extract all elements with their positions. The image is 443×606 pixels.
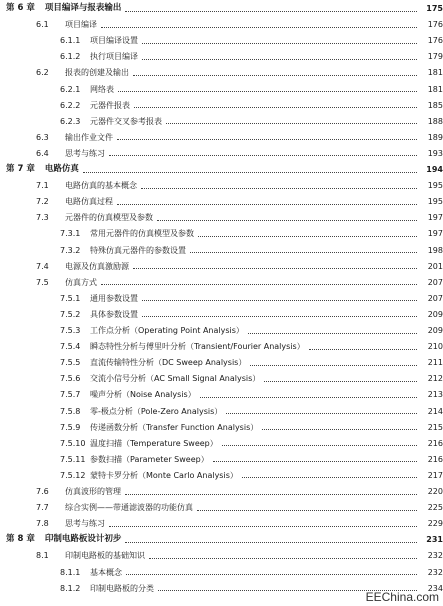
toc-entry-row [0,548,443,563]
toc-number: 6.4 [36,148,49,158]
toc-page-number: 211 [427,358,443,368]
toc-title: 综合实例——带通滤波器的功能仿真 [65,503,193,513]
dot-leader [309,348,417,350]
toc-number: 7.5.5 [60,358,81,368]
toc-page-number: 214 [427,406,443,416]
toc-entry-row [0,500,443,515]
dot-leader [142,58,417,60]
toc-title: 元器件交叉参考报表 [90,116,162,126]
toc-title: 噪声分析（Noise Analysis） [90,390,196,400]
toc-entry-row [0,565,443,580]
toc-title: 参数扫描（Parameter Sweep） [90,454,209,464]
toc-number: 7.5.10 [60,438,86,448]
dot-leader [198,235,417,237]
toc-entry-row [0,355,443,370]
toc-page-number: 175 [426,4,443,13]
toc-title: 传递函数分析（Transfer Function Analysis） [90,422,259,432]
dot-leader [142,299,417,301]
toc-number: 8.1.1 [60,567,81,577]
toc-number: 7.8 [36,519,49,529]
toc-page-number: 195 [427,197,443,207]
dot-leader [226,412,417,414]
toc-title: 仿真方式 [65,277,97,287]
toc-title: 网络表 [90,84,114,94]
toc-entry-row [0,436,443,451]
toc-title: 电源及仿真激励源 [65,261,129,271]
toc-entry-row [0,17,443,32]
toc-page-number: 188 [427,116,443,126]
toc-number: 第 7 章 [6,164,35,174]
toc-title: 基本概念 [90,567,122,577]
toc-number: 6.1.1 [60,36,81,46]
toc-title: 项目编译 [65,20,97,30]
toc-page-number: 217 [427,470,443,480]
toc-entry-row [0,371,443,386]
dot-leader [213,460,417,462]
toc-entry-row [0,275,443,290]
dot-leader [190,251,417,253]
toc-page-number: 181 [427,84,443,94]
toc-number: 7.5.2 [60,309,81,319]
dot-leader [101,283,417,285]
toc-title: 执行项目编译 [90,52,138,62]
toc-number: 7.5.11 [60,454,86,464]
toc-entry-row [0,49,443,64]
toc-number: 7.5.12 [60,470,86,480]
toc-number: 6.2.2 [60,100,81,110]
toc-entry-row [0,468,443,483]
toc-title: 电路仿真过程 [65,197,113,207]
dot-leader [222,444,417,446]
toc-entry-row [0,33,443,48]
toc-page-number: 216 [427,454,443,464]
dot-leader [264,380,417,382]
toc-number: 6.2 [36,68,49,78]
toc-title: 思考与练习 [65,519,105,529]
toc-title: 交流小信号分析（AC Small Signal Analysis） [90,374,261,384]
dot-leader [125,10,417,12]
toc-number: 7.5.4 [60,342,81,352]
toc-title: 输出作业文件 [65,132,113,142]
toc-page-number: 229 [427,519,443,529]
toc-page-number: 210 [427,342,443,352]
toc-entry-row [0,420,443,435]
toc-title: 思考与练习 [65,148,105,158]
toc-title: 具体参数设置 [90,309,138,319]
toc-title: 直流传输特性分析（DC Sweep Analysis） [90,358,247,368]
dot-leader [117,203,417,205]
toc-entry-row [0,387,443,402]
toc-entry-row [0,114,443,129]
toc-number: 6.1.2 [60,52,81,62]
toc-number: 6.3 [36,132,49,142]
dot-leader [117,138,417,140]
toc-page-number: 232 [427,551,443,561]
dot-leader [157,219,417,221]
dot-leader [141,187,417,189]
toc-entry-row [0,98,443,113]
toc-chapter-row [0,162,443,177]
toc-entry-row [0,243,443,258]
dot-leader [166,122,417,124]
toc-entry-row [0,194,443,209]
toc-number: 8.1 [36,551,49,561]
toc-page-number: 220 [427,487,443,496]
toc-page-number: 185 [427,100,443,110]
toc-number: 6.2.1 [60,84,81,94]
toc-page-number: 213 [427,390,443,400]
toc-title: 通用参数设置 [90,293,138,303]
toc-title: 印制电路板的分类 [90,583,154,593]
toc-page-number: 225 [427,503,443,513]
toc-page-number: 209 [427,326,443,335]
toc-page-number: 189 [427,132,443,142]
toc-number: 7.1 [36,181,49,191]
toc-title: 特殊仿真元器件的参数设置 [90,245,186,255]
toc-number: 7.5.7 [60,390,81,400]
toc-entry-row [0,146,443,161]
toc-page-number: 234 [427,583,443,593]
toc-entry-row [0,452,443,467]
toc-number: 7.2 [36,197,49,207]
toc-title: 项目编译与报表输出 [44,3,122,13]
toc-entry-row [0,323,443,338]
toc-entry-row [0,178,443,193]
dot-leader [109,525,417,527]
toc-page-number: 194 [426,165,443,174]
toc-chapter-row [0,532,443,547]
toc-entry-row [0,210,443,225]
toc-number: 7.3.2 [60,245,81,255]
toc-title: 元器件报表 [90,100,130,110]
toc-page-number: 201 [427,261,443,271]
dot-leader [133,267,417,269]
dot-leader [125,541,417,543]
toc-page-number: 215 [427,422,443,432]
toc-number: 7.5.3 [60,326,81,335]
toc-title: 报表的创建及输出 [65,68,129,78]
toc-title: 工作点分析（Operating Point Analysis） [90,326,244,335]
toc-page-number: 181 [427,68,443,78]
dot-leader [126,573,417,575]
toc-page-number: 193 [427,148,443,158]
toc-entry-row [0,516,443,531]
toc-title: 温度扫描（Temperature Sweep） [90,438,218,448]
watermark: EEChina.com [365,590,439,604]
toc-title: 瞬态特性分析与傅里叶分析（Transient/Fourier Analysis） [90,342,305,352]
toc-entry-row [0,259,443,274]
toc-page-number: 231 [426,535,443,545]
toc-page-number: 207 [427,293,443,303]
dot-leader [149,557,417,559]
toc-number: 7.5.9 [60,422,81,432]
toc-number: 7.6 [36,487,49,496]
toc-page-number: 176 [427,36,443,46]
toc-page-number: 176 [427,20,443,30]
dot-leader [242,476,417,478]
dot-leader [125,493,417,495]
dot-leader [200,396,417,398]
toc-number: 7.5.8 [60,406,81,416]
toc-page-number: 216 [427,438,443,448]
toc-title: 电路仿真的基本概念 [65,181,137,191]
toc-number: 7.5.1 [60,293,81,303]
toc-number: 7.3 [36,213,49,223]
toc-page-number: 232 [427,567,443,577]
dot-leader [250,364,417,366]
toc-number: 6.1 [36,20,49,30]
toc-title: 元器件的仿真模型及参数 [65,213,153,223]
toc-number: 7.4 [36,261,49,271]
dot-leader [83,171,417,173]
toc-title: 常用元器件的仿真模型及参数 [90,229,194,239]
toc-title: 印制电路板的基础知识 [65,551,145,561]
toc-entry-row [0,226,443,241]
toc-title: 零-极点分析（Pole-Zero Analysis） [90,406,223,416]
toc-entry-row [0,339,443,354]
toc-number: 7.5.6 [60,374,81,384]
toc-number: 6.2.3 [60,116,81,126]
toc-title: 印制电路板设计初步 [44,534,122,545]
toc-number: 7.3.1 [60,229,81,239]
toc-page-number: 207 [427,277,443,287]
dot-leader [142,42,417,44]
dot-leader [118,90,417,92]
dot-leader [101,26,417,28]
toc-page-number: 209 [427,309,443,319]
dot-leader [134,106,417,108]
toc-page-number: 197 [427,229,443,239]
toc-number: 7.7 [36,503,49,513]
toc-number: 7.5 [36,277,49,287]
dot-leader [133,74,417,76]
toc-number: 8.1.2 [60,583,81,593]
toc-title: 项目编译设置 [90,36,138,46]
toc-page-number: 212 [427,374,443,384]
toc-entry-row [0,65,443,80]
toc-title: 电路仿真 [44,164,79,174]
toc-entry-row [0,307,443,322]
dot-leader [142,315,417,317]
toc-page-number: 179 [427,52,443,62]
toc-page-number: 198 [427,245,443,255]
toc-entry-row [0,404,443,419]
toc-number: 第 8 章 [6,534,35,545]
toc-entry-row [0,82,443,97]
toc-page-number: 195 [427,181,443,191]
toc-chapter-row [0,1,443,16]
dot-leader [109,154,417,156]
toc-title: 蒙特卡罗分析（Monte Carlo Analysis） [90,470,238,480]
dot-leader [197,509,417,511]
toc-page-number: 197 [427,213,443,223]
dot-leader [262,428,417,430]
toc-number: 第 6 章 [6,3,35,13]
toc-entry-row [0,291,443,306]
dot-leader [248,332,417,334]
toc-title: 仿真波形的管理 [65,487,121,496]
toc-entry-row [0,130,443,145]
toc-entry-row [0,484,443,499]
